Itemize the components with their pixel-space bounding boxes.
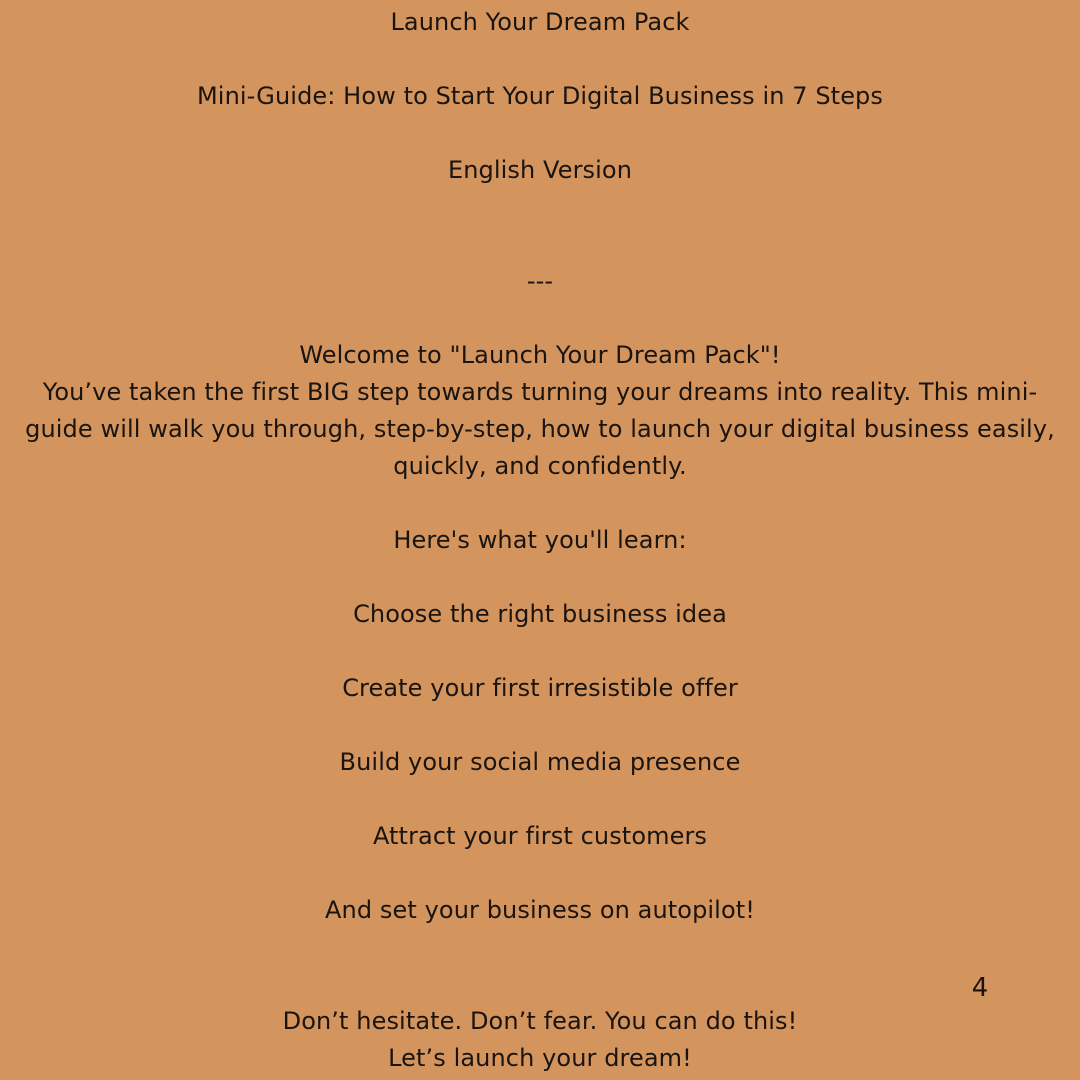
welcome-heading: Welcome to "Launch Your Dream Pack"! <box>299 341 781 369</box>
language-version: English Version <box>447 156 633 184</box>
document-title: Launch Your Dream Pack <box>390 8 690 36</box>
intro-paragraph: You’ve taken the first BIG step towards turning your dreams into reality. This mini-guide will walk you through, step-by-step, how to launch your digital business easily, quickly, and confidently. <box>25 378 1055 480</box>
learn-item-autopilot: And set your business on autopilot! <box>325 896 755 924</box>
page-number: 4 <box>971 973 989 1003</box>
document-subtitle: Mini-Guide: How to Start Your Digital Business in 7 Steps <box>197 82 883 110</box>
learn-item-business-idea: Choose the right business idea <box>353 600 727 628</box>
section-divider: --- <box>526 267 554 295</box>
closing-line-call-to-action: Let’s launch your dream! <box>388 1044 692 1072</box>
closing-line-encouragement: Don’t hesitate. Don’t fear. You can do this! <box>282 1007 798 1035</box>
learn-item-offer: Create your first irresistible offer <box>342 674 738 702</box>
learn-item-social-media: Build your social media presence <box>339 748 741 776</box>
learn-item-customers: Attract your first customers <box>372 822 708 850</box>
learn-heading: Here's what you'll learn: <box>393 526 687 554</box>
